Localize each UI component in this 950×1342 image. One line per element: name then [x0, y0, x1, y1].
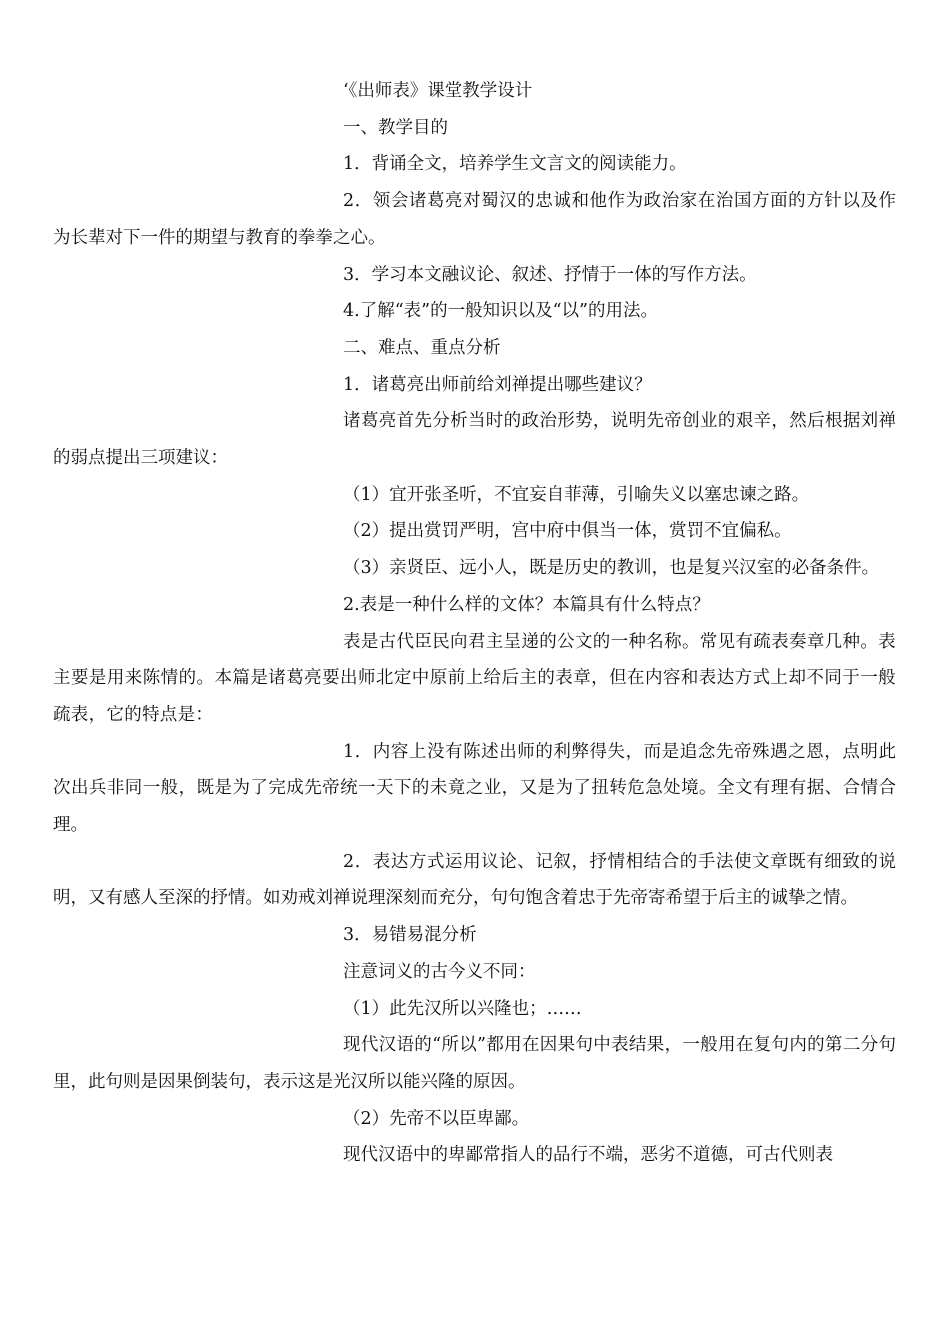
document-title: ‘《出师表》课堂教学设计: [343, 81, 533, 101]
suggestion-2: （2）提出赏罚严明，宫中府中俱当一体，赏罚不宜偏私。: [343, 521, 792, 542]
section-heading-objectives: 一、教学目的: [343, 117, 448, 138]
feature-2: 2．表达方式运用议论、记叙，抒情相结合的手法使文章既有细致的说明，又有感人至深的抒情。如劝戒刘禅说理深刻而充分，句句饱含着忠于先帝寄希望于后主的诚挚之情。: [53, 851, 896, 909]
objective-item-1: 1．背诵全文，培养学生文言文的阅读能力。: [343, 154, 687, 175]
section-heading-confusions: 3．易错易混分析: [343, 925, 477, 946]
objective-item-4: 4.了解“表”的一般知识以及“以”的用法。: [343, 301, 658, 322]
answer-1-intro: 诸葛亮首先分析当时的政治形势，说明先帝创业的艰辛，然后根据刘禅的弱点提出三项建议：: [53, 411, 896, 469]
word-meaning-note: 注意词义的古今义不同：: [343, 961, 536, 982]
question-2: 2.表是一种什么样的文体？本篇具有什么特点？: [343, 594, 710, 615]
document-body: [53, 73, 896, 1174]
example-1-explanation: 现代汉语的“所以”都用在因果句中表结果，一般用在复句内的第二分句里，此句则是因果倒装句，表示这是光汉所以能兴隆的原因。: [53, 1035, 896, 1092]
answer-2-intro: 表是古代臣民向君主呈递的公文的一种名称。常见有疏表奏章几种。表主要是用来陈情的。本篇是诸葛亮要出师北定中原前上给后主的表章，但在内容和表达方式上却不同于一般疏表，它的特点是：: [53, 631, 896, 725]
objective-item-2: 2．领会诸葛亮对蜀汉的忠诚和他作为政治家在治国方面的方针以及作为长辈对下一件的期望与教育的拳拳之心。: [53, 191, 896, 248]
example-2-explanation: 现代汉语中的卑鄙常指人的品行不端，恶劣不道德，可古代则表: [343, 1145, 833, 1166]
feature-1: 1．内容上没有陈述出师的利弊得失，而是追念先帝殊遇之恩，点明此次出兵非同一般，既是为了完成先帝统一天下的未竟之业，又是为了扭转危急处境。全文有理有据、合情合理。: [53, 741, 896, 836]
section-heading-analysis: 二、难点、重点分析: [343, 337, 501, 358]
objective-item-3: 3．学习本文融议论、叙述、抒情于一体的写作方法。: [343, 264, 757, 285]
suggestion-3: （3）亲贤臣、远小人，既是历史的教训，也是复兴汉室的必备条件。: [343, 558, 880, 579]
example-2: （2）先帝不以臣卑鄙。: [343, 1108, 530, 1129]
suggestion-1: （1）宜开张圣听，不宜妄自菲薄，引喻失义以塞忠谏之路。: [343, 484, 810, 505]
example-1: （1）此先汉所以兴隆也；……: [343, 998, 582, 1019]
question-1: 1．诸葛亮出师前给刘禅提出哪些建议？: [343, 374, 652, 395]
